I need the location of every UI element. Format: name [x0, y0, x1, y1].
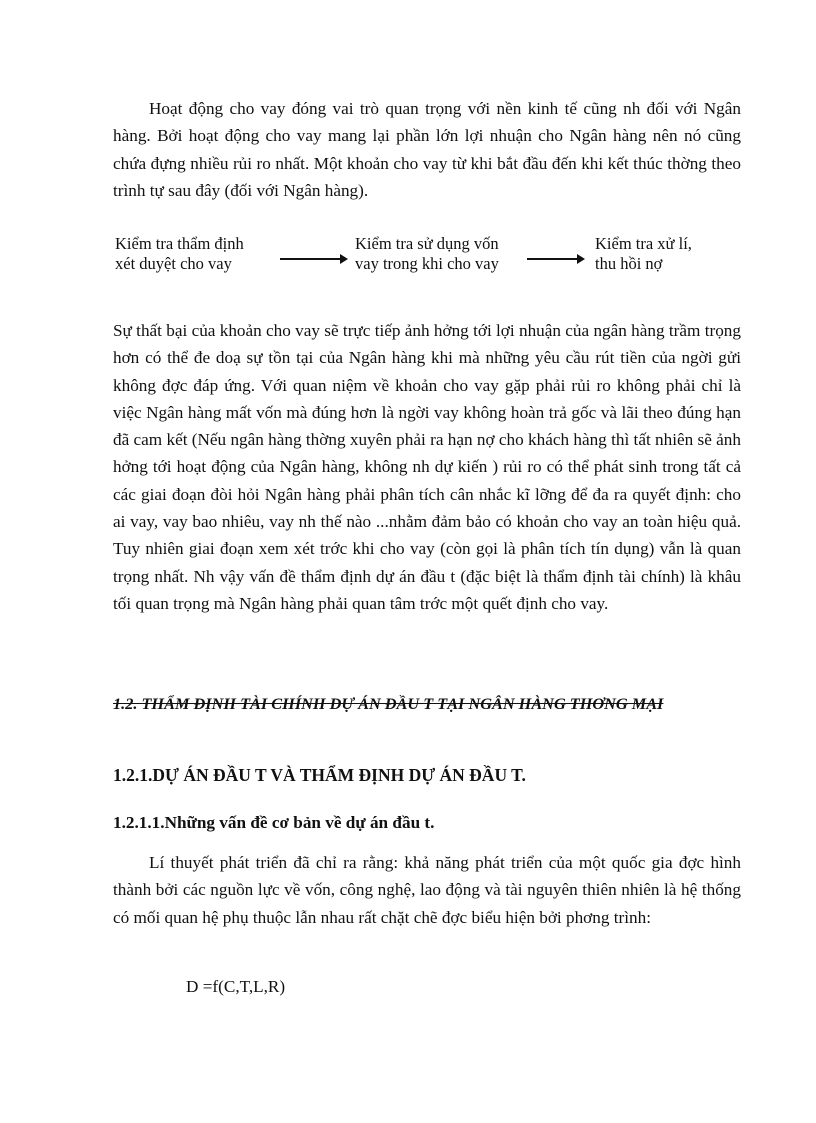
flow-step-usage-check [355, 234, 499, 274]
flow-step-recovery-line1: Kiểm tra xử lí, [595, 234, 692, 253]
development-formula: D =f(C,T,L,R) [186, 977, 286, 996]
section-heading-struck: 1.2. THẨM ĐỊNH TÀI CHÍNH DỰ ÁN ĐẦU T TẠI NGÂN HÀNG THƠNG MẠI [113, 694, 664, 713]
flow-arrow-1 [280, 258, 346, 260]
flow-step-usage-check-line2: vay trong khi cho vay [355, 254, 499, 273]
subsubsection-heading: 1.2.1.1.Những vấn đề cơ bản về dự án đầu t. [113, 813, 435, 832]
risk-paragraph: Sự thất bại của khoản cho vay sẽ trực tiếp ảnh hởng tới lợi nhuận của ngân hàng trầm trọng hơn có thể đe doạ sự tồn tại của Ngân hàng khi mà những yêu cầu rút tiền của ngời gửi không đợc đáp ứng. Với quan niệm về khoản cho vay gặp phải rủi ro không phải chỉ là việc Ngân hàng mất vốn mà đúng hơn là ngời vay không hoàn trả gốc và lãi theo đúng hạn đã cam kết (Nếu ngân hàng thờng xuyên phải ra hạn nợ cho khách hàng thì tất nhiên sẽ ảnh hởng tới hoạt động của Ngân hàng, không nh dự kiến ) rủi ro có thể phát sinh trong tất cả các giai đoạn đòi hỏi Ngân hàng phải phân tích cân nhắc kĩ lỡng để đa ra quyết định: cho ai vay, vay bao nhiêu, vay nh thế nào ...nhằm đảm bảo có khoản cho vay an toàn hiệu quả. Tuy nhiên giai đoạn xem xét trớc khi cho vay (còn gọi là phân tích tín dụng) vẫn là quan trọng nhất. Nh vậy vấn đề thẩm định dự án đầu t (đặc biệt là thẩm định tài chính) là khâu tối quan trọng mà Ngân hàng phải quan tâm trớc một quết định cho vay. [113, 321, 741, 613]
flow-step-recovery [595, 234, 692, 274]
theory-paragraph: Lí thuyết phát triển đã chỉ ra rằng: khả năng phát triển của một quốc gia đợc hình thành bởi các nguồn lực về vốn, công nghệ, lao động và tài nguyên thiên nhiên là hệ thống có mối quan hệ phụ thuộc lẫn nhau rất chặt chẽ đợc biểu hiện bởi phơng trình: [113, 853, 741, 927]
flow-arrow-2 [527, 258, 583, 260]
intro-paragraph: Hoạt động cho vay đóng vai trò quan trọng với nền kinh tế cũng nh đối với Ngân hàng. Bởi hoạt động cho vay mang lại phần lớn lợi nhuận cho Ngân hàng nên nó cũng chứa đựng nhiều rủi ro nhất. Một khoản cho vay từ khi bắt đầu đến khi kết thúc thờng theo trình tự sau đây (đối với Ngân hàng). [113, 99, 741, 200]
loan-process-flow [113, 234, 753, 276]
flow-step-appraisal [115, 234, 244, 274]
flow-step-appraisal-line1: Kiểm tra thẩm định [115, 234, 244, 253]
flow-step-usage-check-line1: Kiểm tra sử dụng vốn [355, 234, 499, 253]
subsection-heading: 1.2.1.DỰ ÁN ĐẦU T VÀ THẨM ĐỊNH DỰ ÁN ĐẦU T. [113, 765, 526, 785]
flow-step-recovery-line2: thu hồi nợ [595, 254, 663, 273]
flow-step-appraisal-line2: xét duyệt cho vay [115, 254, 232, 273]
